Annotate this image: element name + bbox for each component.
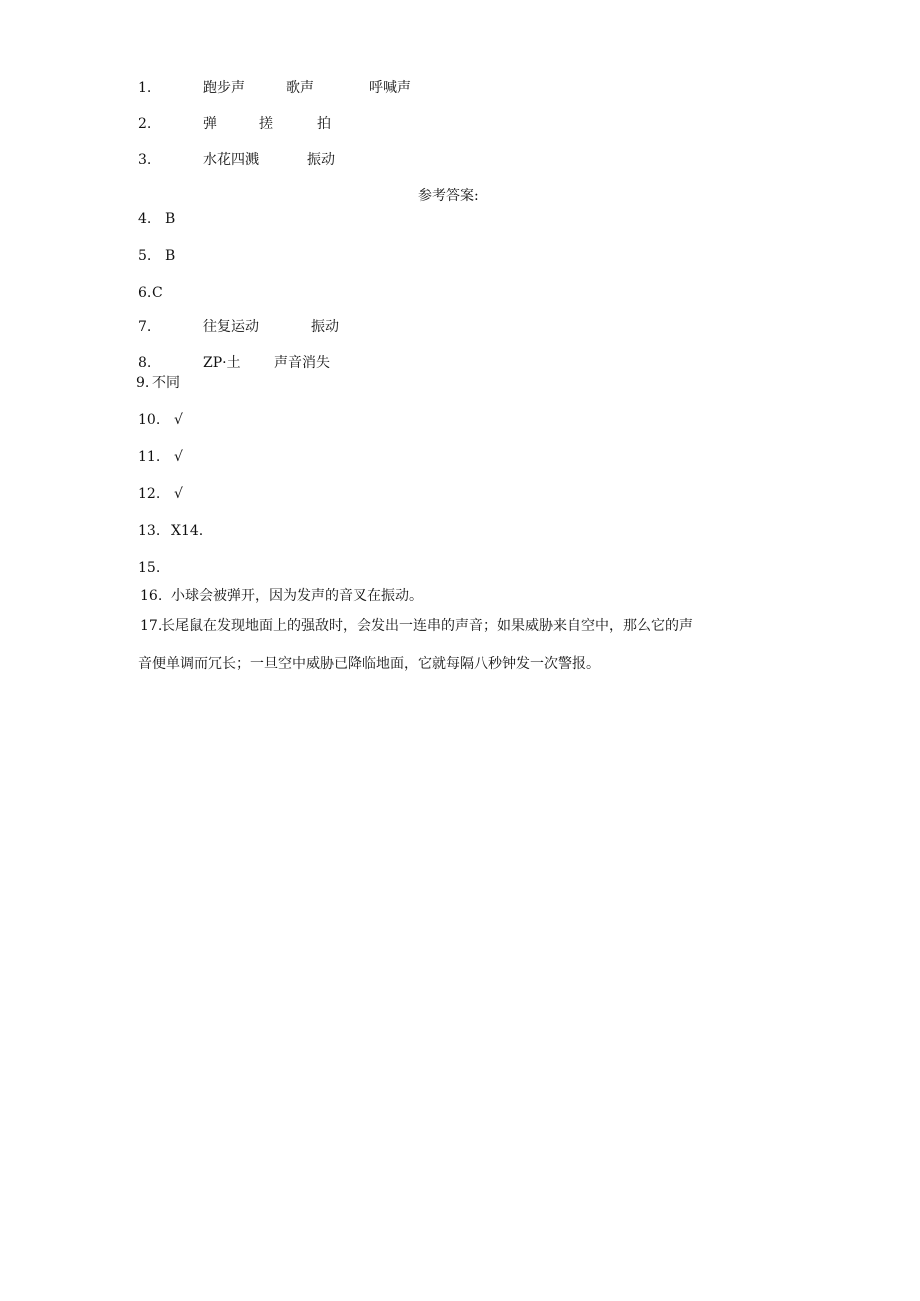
answer-blank-3: 拍 bbox=[317, 116, 331, 132]
item-number: 16. bbox=[140, 588, 163, 604]
item-number: 11. bbox=[138, 449, 161, 465]
answer-paragraph-line-2: 音便单调而冗长；一旦空中威胁已降临地面，它就每隔八秒钟发一次警报。 bbox=[138, 656, 600, 672]
item-number: 9. bbox=[136, 375, 150, 391]
answer-sentence: 小球会被弹开，因为发声的音叉在振动。 bbox=[171, 588, 423, 604]
answer-blank-1: C bbox=[152, 285, 163, 301]
answer-blank-2: 振动 bbox=[307, 152, 335, 168]
item-number: 15. bbox=[138, 560, 161, 576]
answer-blank-1: √ bbox=[174, 486, 183, 502]
answer-blank-1: B bbox=[165, 248, 176, 264]
item-number: 12. bbox=[138, 486, 161, 502]
answer-blank-2: 振动 bbox=[311, 319, 339, 335]
answer-blank-1: 跑步声 bbox=[203, 80, 245, 96]
answer-paragraph-line-1: 长尾鼠在发现地面上的强敌时，会发出一连串的声音；如果威胁来自空中，那么它的声 bbox=[161, 618, 693, 634]
item-number: 13. bbox=[138, 523, 161, 539]
answer-blank-1: 不同 bbox=[152, 375, 180, 391]
answer-blank-1: √ bbox=[174, 449, 183, 465]
item-number: 4. bbox=[138, 211, 152, 227]
answer-blank-1: ZP·土 bbox=[203, 355, 241, 371]
item-number: 6. bbox=[138, 285, 152, 301]
item-number: 8. bbox=[138, 355, 152, 371]
answer-blank-1: X14. bbox=[171, 523, 204, 539]
answer-key-heading: 参考答案: bbox=[418, 188, 479, 204]
answer-blank-1: 水花四溅 bbox=[203, 152, 259, 168]
answer-blank-1: B bbox=[165, 211, 176, 227]
item-number: 1. bbox=[138, 80, 152, 96]
answer-blank-1: 弹 bbox=[203, 116, 217, 132]
answer-blank-2: 搓 bbox=[259, 116, 273, 132]
answer-blank-2: 声音消失 bbox=[274, 355, 330, 371]
item-number: 7. bbox=[138, 319, 152, 335]
item-number: 17. bbox=[140, 618, 163, 634]
item-number: 3. bbox=[138, 152, 152, 168]
item-number: 10. bbox=[138, 412, 161, 428]
answer-blank-1: 往复运动 bbox=[203, 319, 259, 335]
item-number: 2. bbox=[138, 116, 152, 132]
answer-blank-3: 呼喊声 bbox=[369, 80, 411, 96]
answer-blank-1: √ bbox=[174, 412, 183, 428]
answer-blank-2: 歌声 bbox=[286, 80, 314, 96]
item-number: 5. bbox=[138, 248, 152, 264]
